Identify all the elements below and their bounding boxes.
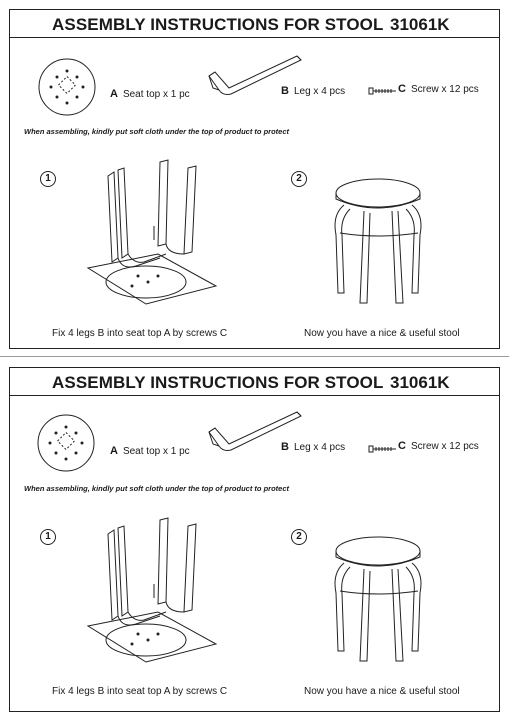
assembly-warning: When assembling, kindly put soft cloth under the top of product to protect xyxy=(24,484,289,493)
step-2-stool-illustration xyxy=(330,175,425,310)
title-bar xyxy=(10,368,499,396)
step-1-caption: Fix 4 legs B into seat top A by screws C xyxy=(52,328,228,339)
instruction-sheet-1 xyxy=(9,9,500,349)
assembly-warning: When assembling, kindly put soft cloth under the top of product to protect xyxy=(24,127,289,136)
part-b-label xyxy=(281,85,345,97)
step-2-stool-illustration xyxy=(330,533,425,668)
screw-icon xyxy=(368,86,398,96)
instruction-sheet-2 xyxy=(9,367,500,712)
step-2-caption: Now you have a nice & useful stool xyxy=(304,686,460,697)
step-1-number: 1 xyxy=(40,171,56,187)
part-a-text: Seat top x 1 pc xyxy=(122,89,190,100)
part-c-text: Screw x 12 pcs xyxy=(410,441,479,452)
step-2-caption: Now you have a nice & useful stool xyxy=(304,328,460,339)
part-b-letter: B xyxy=(281,441,289,453)
part-b-letter: B xyxy=(281,85,289,97)
step-2-number: 2 xyxy=(291,529,307,545)
part-a-letter: A xyxy=(110,88,118,100)
step-2-number: 2 xyxy=(291,171,307,187)
product-code: 31061K xyxy=(390,373,450,392)
step-1-caption: Fix 4 legs B into seat top A by screws C xyxy=(52,686,228,697)
part-b-label xyxy=(281,441,345,453)
step-1-illustration xyxy=(88,158,228,308)
step-1-illustration xyxy=(88,516,228,666)
sheet-title: ASSEMBLY INSTRUCTIONS FOR STOOL xyxy=(52,373,384,392)
title-bar xyxy=(10,10,499,38)
part-c-letter: C xyxy=(398,83,406,95)
part-b-text: Leg x 4 pcs xyxy=(293,86,346,97)
step-1-number: 1 xyxy=(40,529,56,545)
part-c-text: Screw x 12 pcs xyxy=(410,84,479,95)
part-c-label xyxy=(398,440,479,452)
sheet-title: ASSEMBLY INSTRUCTIONS FOR STOOL xyxy=(52,15,384,34)
product-code: 31061K xyxy=(390,15,450,34)
seat-top-illustration xyxy=(36,413,96,473)
part-b-text: Leg x 4 pcs xyxy=(293,442,346,453)
part-c-label xyxy=(398,83,479,95)
part-a-letter: A xyxy=(110,445,118,457)
part-a-label xyxy=(110,88,190,100)
part-a-text: Seat top x 1 pc xyxy=(122,446,190,457)
seat-top-illustration xyxy=(37,57,97,117)
part-c-letter: C xyxy=(398,440,406,452)
screw-icon xyxy=(368,444,398,454)
part-a-label xyxy=(110,445,190,457)
page-divider xyxy=(0,356,509,357)
